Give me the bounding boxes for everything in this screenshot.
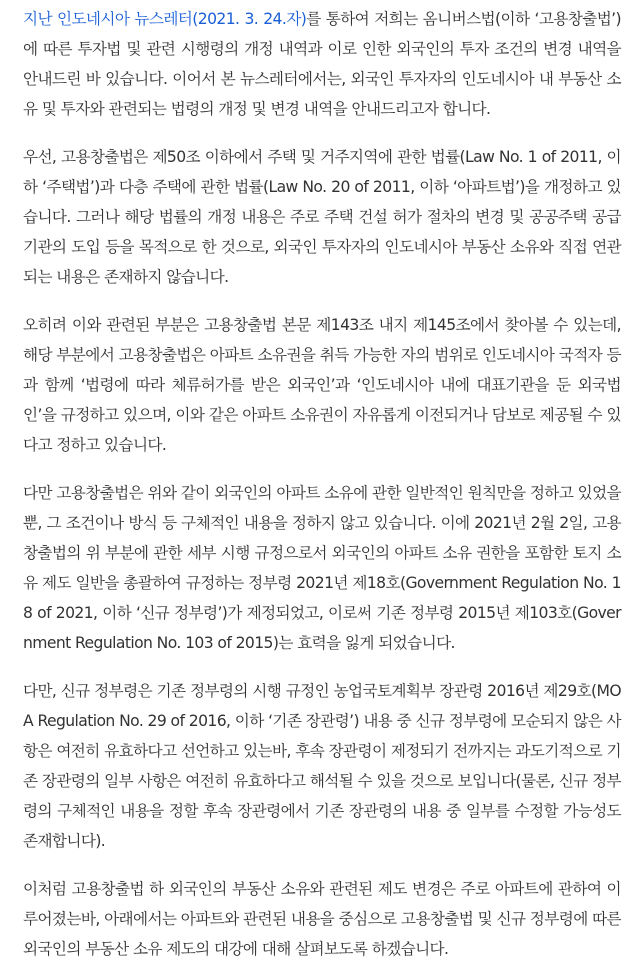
paragraph-government-regulation: 다만 고용창출법은 위와 같이 외국인의 아파트 소유에 관한 일반적인 원칙만을 정하고 있었을 뿐, 그 조건이나 방식 등 구체적인 내용을 정하지 않고 있습니다. 이에 2021년 2월 2일, 고용창출법의 위 부분에 관한 세부 시행 규정으로서 외국인의 아파트 소유 권한을 포함한 토지 소유 제도 일반을 총괄하여 규정하는 정부령 2021년 제18호(Government Regulation No. 18 of 2021, 이하 ‘신규 정부령’)가 제정되었고, 이로써 기존 정부령 2015년 제103호(Government Regulation No. 103 of 2015)는 효력을 잃게 되었습니다. — [23, 484, 622, 652]
paragraph-intro-text: 를 통하여 저희는 옴니버스법(이하 ‘고용창출법’)에 따른 투자법 및 관련 시행령의 개정 내역과 이로 인한 외국인의 투자 조건의 변경 내역을 안내드린 바 있습니다. 이어서 본 뉴스레터에서는, 외국인 투자자의 인도네시아 내 부동산 소유 및 투자와 관련되는 법령의 개정 및 변경 내역을 안내드리고자 합니다. — [23, 10, 622, 118]
paragraph-ministerial-regulation: 다만, 신규 정부령은 기존 정부령의 시행 규정인 농업국토계획부 장관령 2016년 제29호(MOA Regulation No. 29 of 2016, 이하 ‘기존 장관령’) 내용 중 신규 정부령에 모순되지 않은 사항은 여전히 유효하다고 선언하고 있는바, 후속 장관령이 제정되기 전까지는 과도기적으로 기존 장관령의 일부 사항은 여전히 유효하다고 해석될 수 있을 것으로 보입니다(물론, 신규 정부령의 구체적인 내용을 정할 후속 장관령에서 기존 장관령의 내용 중 일부를 수정할 가능성도 존재합니다). — [23, 682, 621, 850]
paragraph-intro — [23, 4, 621, 124]
previous-newsletter-link[interactable]: 지난 인도네시아 뉴스레터(2021. 3. 24.자) — [23, 10, 307, 28]
paragraph-apartment-ownership: 오히려 이와 관련된 부분은 고용창출법 본문 제143조 내지 제145조에서 찾아볼 수 있는데, 해당 부분에서 고용창출법은 아파트 소유권을 취득 가능한 자의 범위로 인도네시아 국적자 등과 함께 ‘법령에 따라 체류허가를 받은 외국인’과 ‘인도네시아 내에 대표기관을 둔 외국법인’을 규정하고 있으며, 이와 같은 아파트 소유권이 자유롭게 이전되거나 담보로 제공될 수 있다고 정하고 있습니다. — [23, 316, 621, 454]
paragraph-summary: 이처럼 고용창출법 하 외국인의 부동산 소유와 관련된 제도 변경은 주로 아파트에 관하여 이루어졌는바, 아래에서는 아파트와 관련된 내용을 중심으로 고용창출법 및 신규 정부령에 따른 외국인의 부동산 소유 제도의 대강에 대해 살펴보도록 하겠습니다. — [23, 880, 621, 958]
paragraph-housing-law: 우선, 고용창출법은 제50조 이하에서 주택 및 거주지역에 관한 법률(Law No. 1 of 2011, 이하 ‘주택법’)과 다층 주택에 관한 법률(Law No. 20 of 2011, 이하 ‘아파트법’)을 개정하고 있습니다. 그러나 해당 법률의 개정 내용은 주로 주택 건설 허가 절차의 변경 및 공공주택 공급 기관의 도입 등을 목적으로 한 것으로, 외국인 투자자의 인도네시아 부동산 소유와 직접 연관되는 내용은 존재하지 않습니다. — [23, 148, 621, 286]
